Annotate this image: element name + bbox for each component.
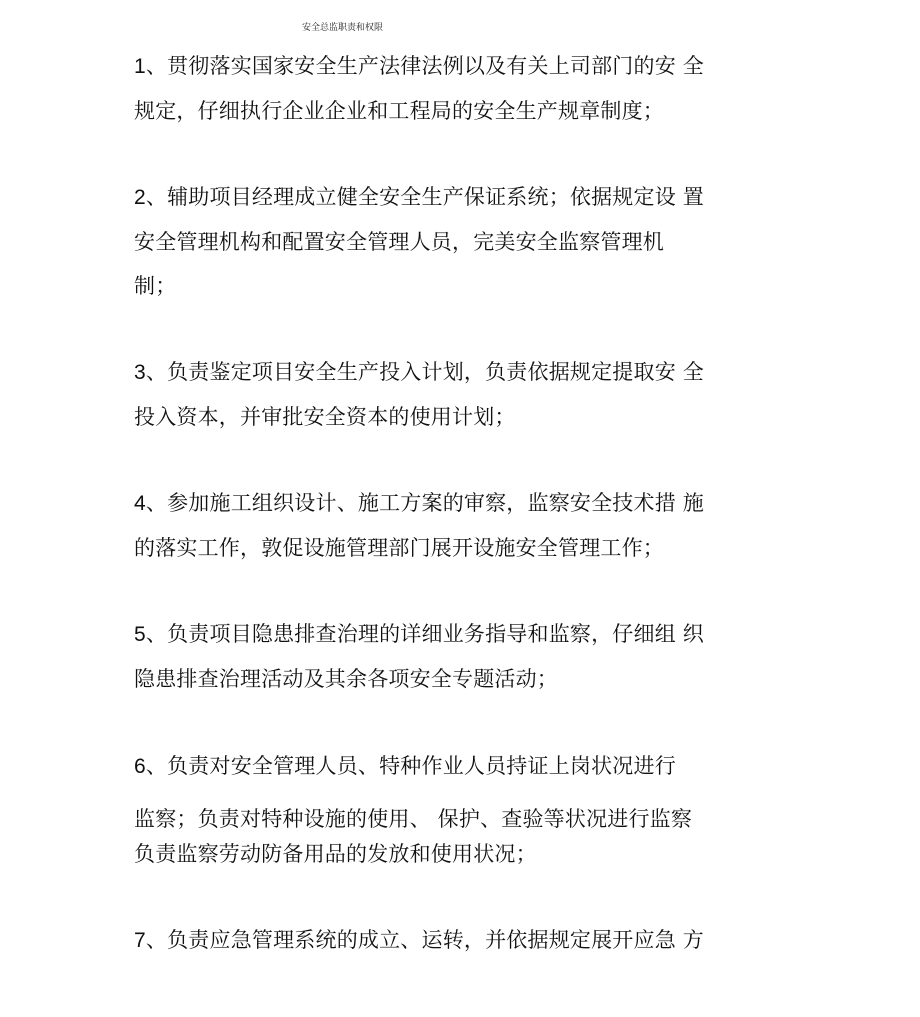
item-2-line-2: 安全管理机构和配置安全管理人员，完美安全监察管理机 (134, 230, 664, 254)
item-6-number: 6 (134, 755, 146, 778)
item-4-text-1: 、参加施工组织设计、施工方案的审察，监察安全技术措 施 (145, 491, 704, 515)
item-2-line-1 (134, 183, 704, 212)
item-4-line-2: 的落实工作，敦促设施管理部门展开设施安全管理工作； (134, 536, 664, 560)
item-1-text-1: 、贯彻落实国家安全生产法律法例以及有关上司部门的安 全 (145, 54, 704, 78)
item-3-line-1 (134, 358, 704, 387)
item-4-line-1 (134, 489, 704, 518)
item-1-line-2: 规定，仔细执行企业企业和工程局的安全生产规章制度； (134, 99, 664, 123)
document-title: 安全总监职责和权限 (302, 23, 384, 33)
item-2-line-3: 制； (134, 274, 177, 298)
item-1-line-1 (134, 52, 704, 81)
item-5-number: 5 (134, 623, 146, 646)
item-7-text-1: 、负责应急管理系统的成立、运转，并依据规定展开应急 方 (145, 928, 704, 952)
item-5-line-1 (134, 620, 704, 649)
item-5-line-2: 隐患排查治理活动及其余各项安全专题活动； (134, 667, 558, 691)
item-1-number: 1 (134, 55, 146, 78)
item-4-number: 4 (134, 492, 146, 515)
item-2-number: 2 (134, 186, 146, 209)
item-5-text-1: 、负责项目隐患排查治理的详细业务指导和监察，仔细组 织 (145, 622, 704, 646)
item-6-line-1 (134, 752, 676, 781)
item-3-text-1: 、负责鉴定项目安全生产投入计划，负责依据规定提取安 全 (145, 360, 704, 384)
item-3-number: 3 (134, 361, 146, 384)
item-6-text-1: 、负责对安全管理人员、特种作业人员持证上岗状况进行 (145, 754, 676, 778)
item-7-line-1 (134, 926, 704, 955)
item-2-text-1: 、辅助项目经理成立健全安全生产保证系统；依据规定设 置 (145, 185, 704, 209)
item-7-number: 7 (134, 929, 146, 952)
item-6-line-2: 监察；负责对特种设施的使用、 保护、查验等状况进行监察 (134, 807, 693, 831)
item-6-line-3: 负责监察劳动防备用品的发放和使用状况； (134, 842, 537, 866)
item-3-line-2: 投入资本，并审批安全资本的使用计划； (134, 405, 516, 429)
